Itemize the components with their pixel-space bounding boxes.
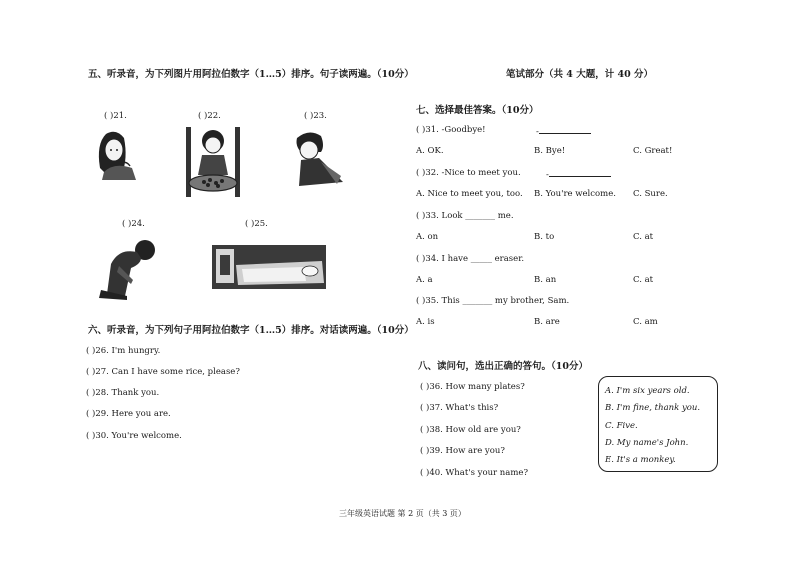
- answer-option-a: A. I'm six years old.: [605, 386, 690, 396]
- question-40[interactable]: ( )40. What's your name?: [420, 468, 528, 478]
- picture-girl-with-plate: [184, 125, 242, 201]
- option-33-b[interactable]: B. to: [534, 232, 555, 242]
- question-34-stem[interactable]: ( )34. I have _____ eraser.: [416, 254, 525, 264]
- question-38[interactable]: ( )38. How old are you?: [420, 425, 521, 435]
- option-31-c[interactable]: C. Great!: [633, 146, 673, 156]
- section5-title: 五、听录音，为下列图片用阿拉伯数字（1…5）排序。句子读两遍。（10分）: [88, 69, 414, 80]
- option-33-a[interactable]: A. on: [416, 232, 439, 242]
- dialog-item-28[interactable]: ( )28. Thank you.: [86, 388, 160, 398]
- option-32-b[interactable]: B. You're welcome.: [534, 189, 616, 199]
- question-35-stem[interactable]: ( )35. This _______ my brother, Sam.: [416, 296, 570, 306]
- question-32-stem[interactable]: ( )32. -Nice to meet you.: [416, 168, 521, 178]
- option-34-c[interactable]: C. at: [633, 275, 654, 285]
- answer-option-d: D. My name's John.: [605, 438, 689, 448]
- question-32-reply[interactable]: -: [546, 168, 611, 180]
- dialog-item-30[interactable]: ( )30. You're welcome.: [86, 431, 182, 441]
- answer-blank: [539, 125, 591, 134]
- picture-label-24[interactable]: ( )24.: [122, 219, 145, 229]
- answer-options-box: [598, 376, 718, 472]
- option-35-b[interactable]: B. are: [534, 317, 560, 327]
- answer-option-c: C. Five.: [605, 421, 638, 431]
- option-32-a[interactable]: A. Nice to meet you, too.: [416, 189, 523, 199]
- picture-label-25[interactable]: ( )25.: [245, 219, 268, 229]
- picture-girl-eating: [92, 128, 142, 180]
- option-31-b[interactable]: B. Bye!: [534, 146, 566, 156]
- question-31-stem[interactable]: ( )31. -Goodbye!: [416, 125, 486, 135]
- answer-blank: [549, 168, 611, 177]
- option-35-c[interactable]: C. am: [633, 317, 658, 327]
- written-part-header: 笔试部分（共 4 大题，计 40 分）: [506, 69, 654, 80]
- dialog-item-26[interactable]: ( )26. I'm hungry.: [86, 346, 161, 356]
- section7-title: 七、选择最佳答案。（10分）: [416, 105, 539, 116]
- option-35-a[interactable]: A. is: [416, 317, 435, 327]
- question-39[interactable]: ( )39. How are you?: [420, 446, 505, 456]
- option-34-b[interactable]: B. an: [534, 275, 557, 285]
- picture-label-23[interactable]: ( )23.: [304, 111, 327, 121]
- question-37[interactable]: ( )37. What's this?: [420, 403, 499, 413]
- answer-option-b: B. I'm fine, thank you.: [605, 403, 701, 413]
- answer-option-e: E. It's a monkey.: [605, 455, 676, 465]
- option-31-a[interactable]: A. OK.: [416, 146, 444, 156]
- picture-bed: [212, 245, 326, 289]
- section6-title: 六、听录音，为下列句子用阿拉伯数字（1…5）排序。对话读两遍。（10分）: [88, 325, 414, 336]
- picture-label-21[interactable]: ( )21.: [104, 111, 127, 121]
- option-34-a[interactable]: A. a: [416, 275, 433, 285]
- dialog-item-27[interactable]: ( )27. Can I have some rice, please?: [86, 367, 240, 377]
- question-33-stem[interactable]: ( )33. Look _______ me.: [416, 211, 514, 221]
- dialog-item-29[interactable]: ( )29. Here you are.: [86, 409, 171, 419]
- page-footer: 三年级英语试题 第 2 页（共 3 页）: [339, 509, 466, 518]
- option-32-c[interactable]: C. Sure.: [633, 189, 668, 199]
- picture-person-bowing: [97, 234, 159, 300]
- question-36[interactable]: ( )36. How many plates?: [420, 382, 525, 392]
- section8-title: 八、读问句，选出正确的答句。（10分）: [418, 361, 588, 372]
- picture-boy: [291, 128, 347, 190]
- picture-label-22[interactable]: ( )22.: [198, 111, 221, 121]
- option-33-c[interactable]: C. at: [633, 232, 654, 242]
- question-31-reply[interactable]: -: [536, 125, 591, 137]
